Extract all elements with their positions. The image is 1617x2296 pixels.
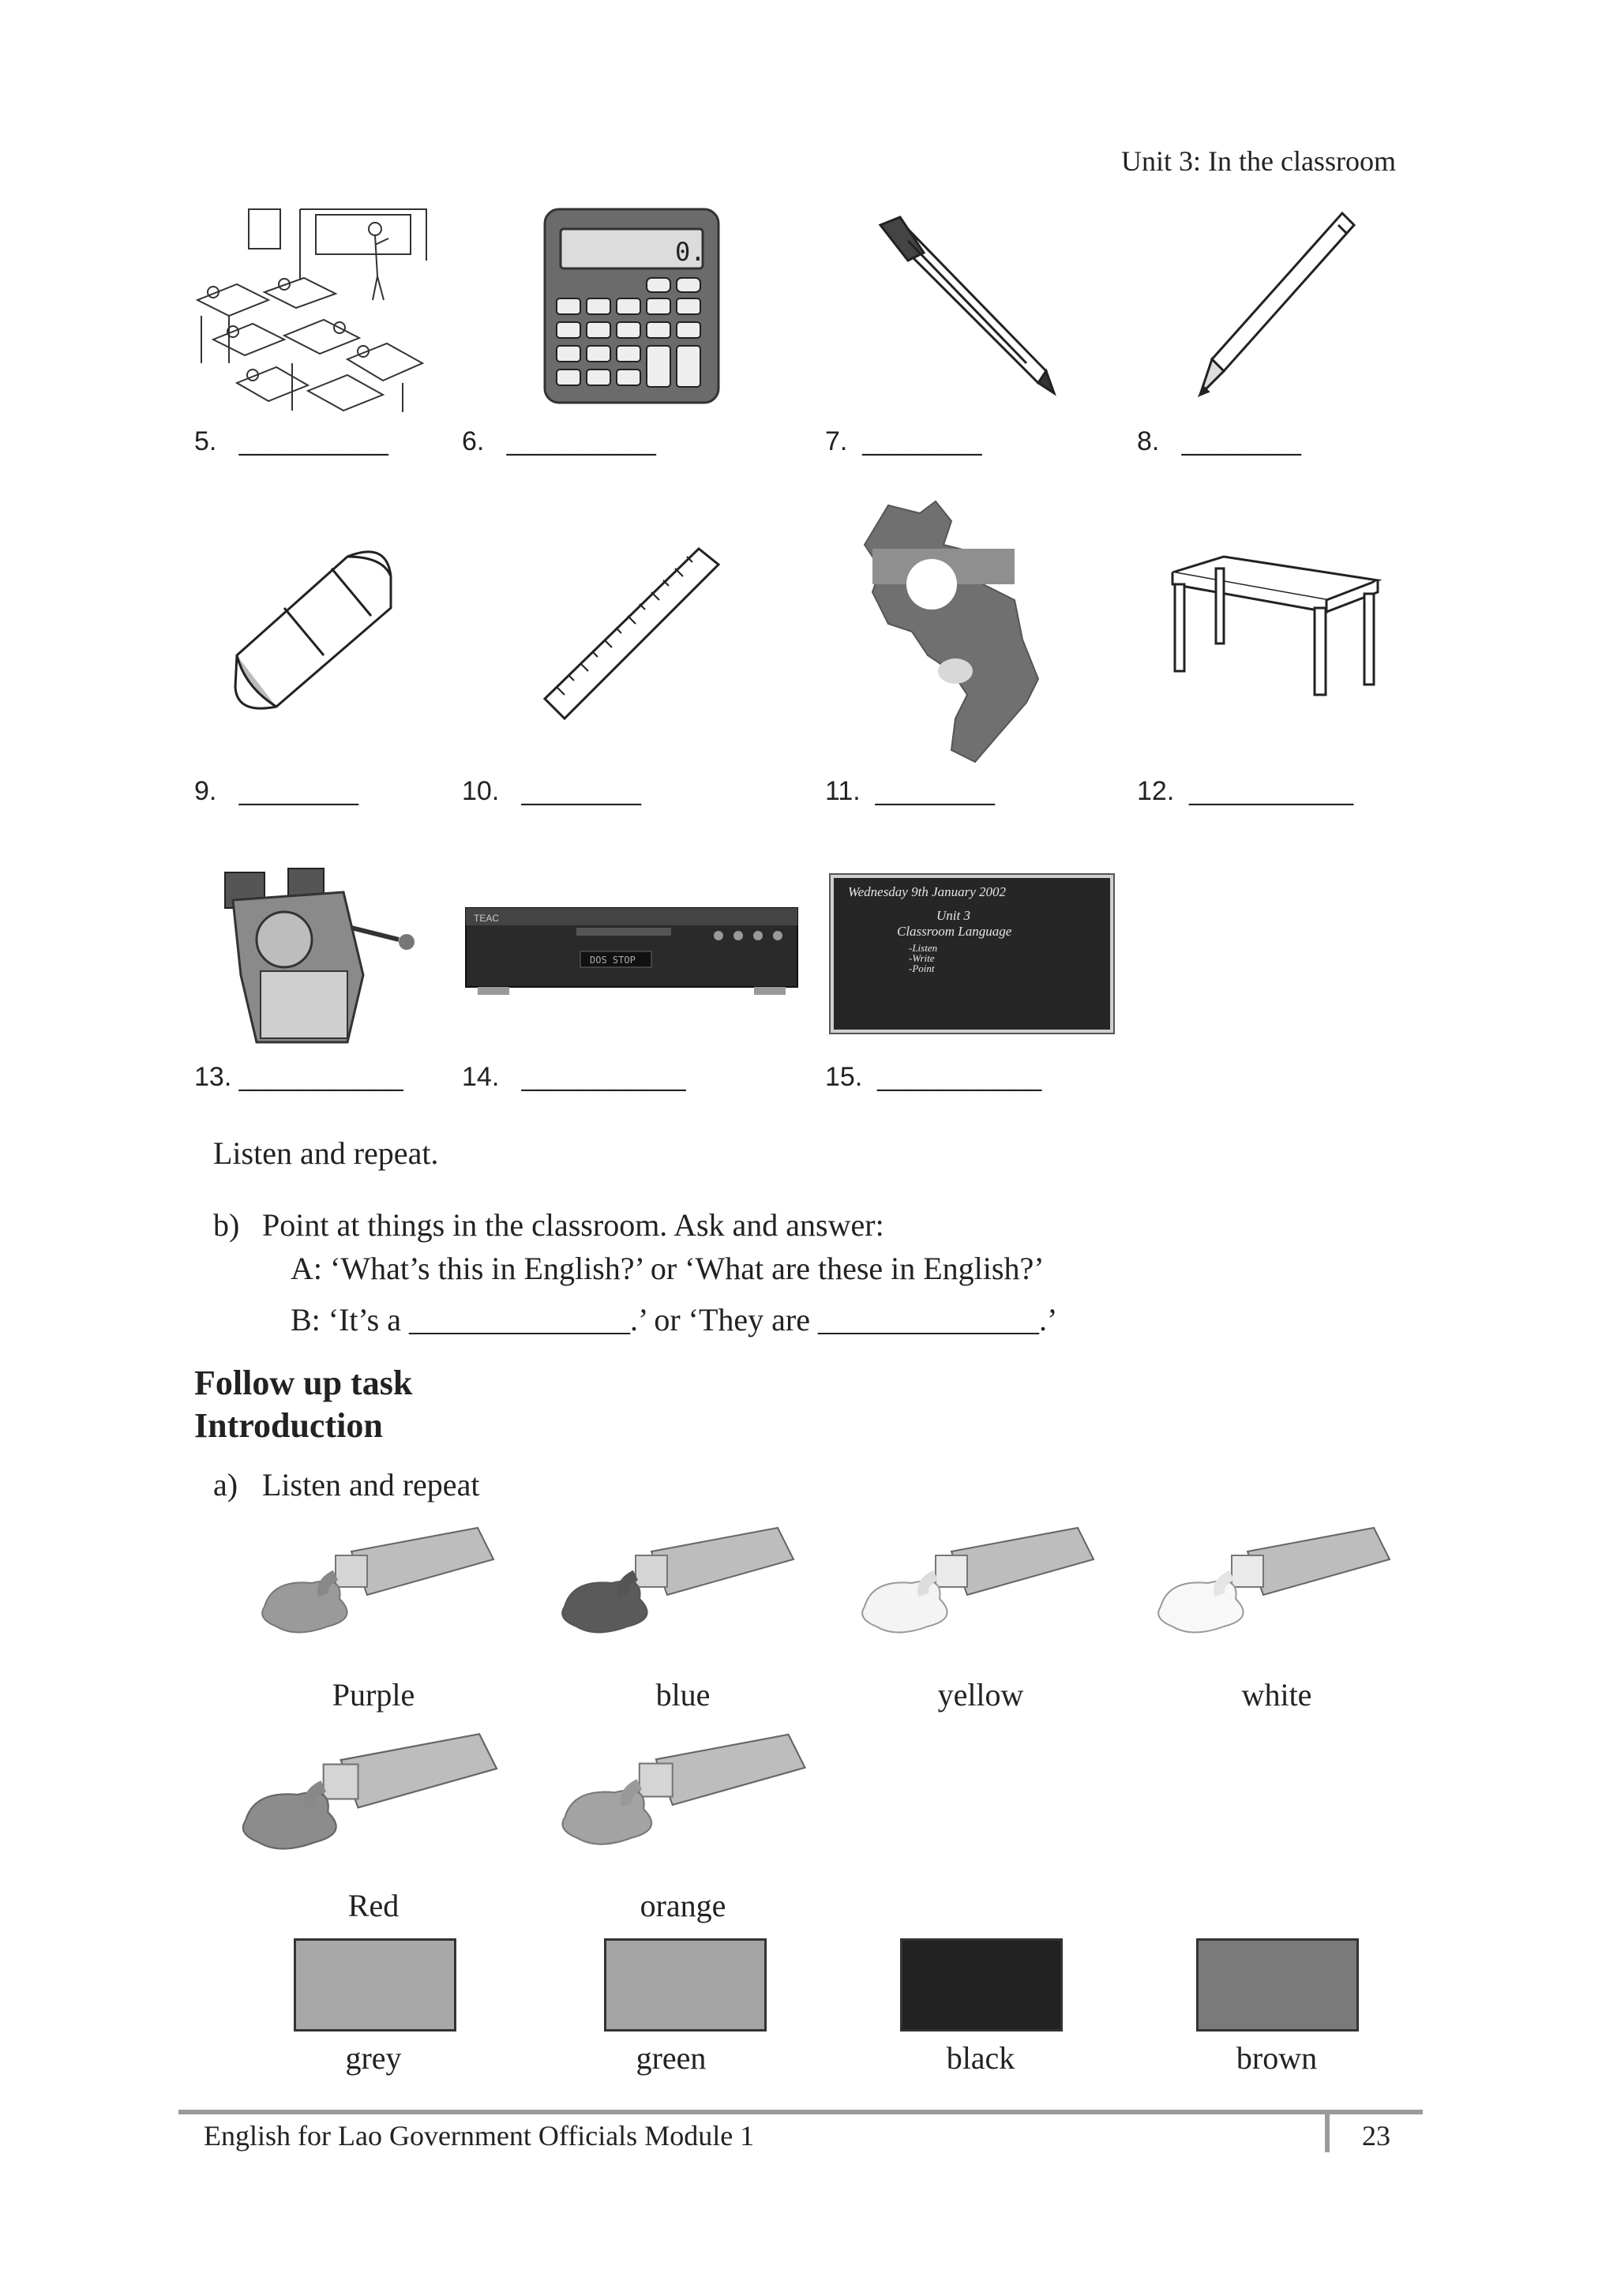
pencil-sharpener-icon <box>209 857 422 1046</box>
unit-title: Unit 3: In the classroom <box>1121 145 1396 177</box>
item-label-6: 6. __________ <box>462 426 656 456</box>
pen-icon <box>869 213 1058 403</box>
task-a-marker: a) <box>213 1467 238 1503</box>
paint-tube-icon <box>1153 1520 1398 1638</box>
pencil-icon <box>1192 209 1358 399</box>
task-b-marker: b) <box>213 1207 240 1243</box>
calculator-icon <box>541 205 722 407</box>
dialog-a-line: A: ‘What’s this in English?’ or ‘What are these in English?’ <box>291 1251 1045 1286</box>
item-label-13: 13. ___________ <box>194 1062 403 1092</box>
blackboard-date: Wednesday 9th January 2002 <box>848 884 1007 899</box>
footer-rule <box>178 2110 1423 2114</box>
footer-divider <box>1325 2114 1330 2152</box>
item-label-15: 15. ___________ <box>825 1062 1042 1092</box>
color-swatch <box>604 1938 767 2032</box>
task-b-text: Point at things in the classroom. Ask and answer: <box>262 1207 884 1243</box>
ruler-icon <box>541 545 722 722</box>
cd-player-brand: TEAC <box>474 913 500 924</box>
item-label-12: 12. ___________ <box>1137 776 1354 806</box>
item-label-14: 14. ___________ <box>462 1062 686 1092</box>
color-label: yellow <box>937 1677 1024 1713</box>
color-swatch <box>294 1938 456 2032</box>
swatch-label: black <box>946 2040 1015 2076</box>
paint-tube-icon <box>257 1520 501 1638</box>
swatch-label: grey <box>345 2040 402 2076</box>
paint-tube-icon <box>557 1725 813 1851</box>
blackboard-title: Classroom Language <box>897 924 1012 939</box>
color-swatch <box>900 1938 1063 2032</box>
blackboard-unit: Unit 3 <box>936 908 970 923</box>
blackboard-line: -Listen <box>909 942 938 954</box>
blackboard-line: -Point <box>909 962 935 974</box>
paint-tube-icon <box>557 1520 801 1638</box>
color-label: blue <box>655 1677 711 1713</box>
color-label: Red <box>347 1888 400 1923</box>
item-label-9: 9. ________ <box>194 776 358 806</box>
cd-player-display: DOS STOP <box>590 955 636 966</box>
page-number: 23 <box>1362 2120 1390 2152</box>
follow-up-heading: Follow up task <box>194 1364 413 1402</box>
blackboard-icon <box>831 875 1113 1033</box>
table-icon <box>1169 553 1382 699</box>
eraser-icon <box>229 545 399 718</box>
item-label-10: 10. ________ <box>462 776 641 806</box>
item-label-7: 7. ________ <box>825 426 982 456</box>
paint-tube-icon <box>237 1725 505 1855</box>
calculator-display: 0. <box>675 237 706 267</box>
blackboard-line: -Write <box>909 952 935 964</box>
color-label: Purple <box>332 1677 415 1713</box>
footer-title: English for Lao Government Officials Module 1 <box>204 2120 755 2152</box>
item-label-8: 8. ________ <box>1137 426 1301 456</box>
listen-repeat-text: Listen and repeat. <box>213 1135 439 1171</box>
color-label: orange <box>640 1888 726 1923</box>
swatch-label: green <box>636 2040 707 2076</box>
blackboard-lines <box>909 943 937 974</box>
cd-player-icon <box>462 904 801 999</box>
color-label: white <box>1241 1677 1312 1713</box>
task-a-text: Listen and repeat <box>262 1467 480 1503</box>
color-swatch <box>1196 1938 1359 2032</box>
swatch-label: brown <box>1236 2040 1318 2076</box>
map-icon <box>857 497 1046 766</box>
item-label-11: 11. ________ <box>825 776 995 806</box>
paint-tube-icon <box>857 1520 1101 1638</box>
introduction-heading: Introduction <box>194 1406 383 1445</box>
dialog-b-line: B: ‘It’s a ______________.’ or ‘They are ______________.’ <box>291 1302 1058 1337</box>
item-label-5: 5. __________ <box>194 426 388 456</box>
classroom-icon <box>189 205 442 418</box>
